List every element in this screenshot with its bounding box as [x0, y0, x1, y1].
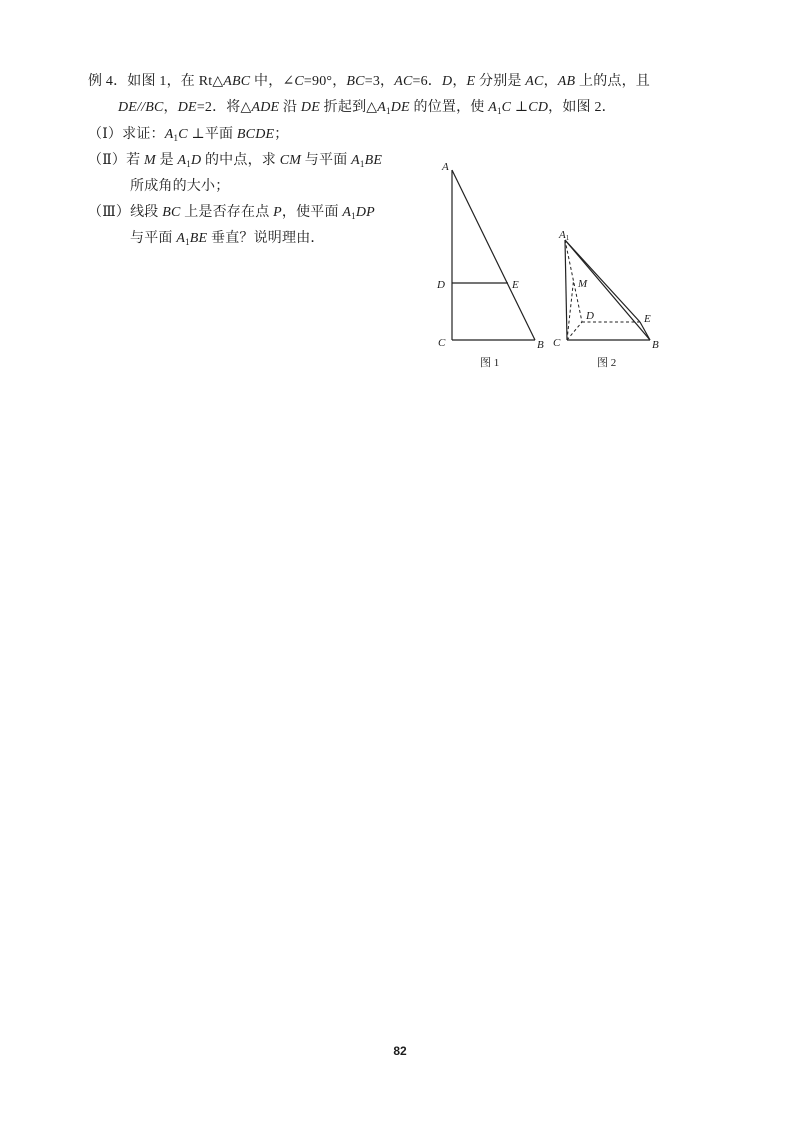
question-1	[88, 126, 288, 144]
problem-line-2	[118, 99, 616, 117]
segment-a1e	[565, 240, 640, 322]
question-2-line-1	[88, 152, 382, 170]
text: ，	[452, 74, 467, 89]
math-var: M	[144, 153, 156, 168]
math-var: DE	[390, 100, 410, 115]
text: 与平面	[130, 231, 177, 246]
subscript: 1	[351, 211, 356, 221]
label-c: C	[553, 337, 561, 349]
segment-ab	[452, 170, 535, 340]
math-var: A	[488, 100, 497, 115]
math-var: A	[164, 127, 174, 142]
text: 的位置，使	[409, 100, 489, 115]
subscript: 1	[186, 159, 191, 169]
text: 分别是	[475, 74, 526, 89]
text: 例 4．如图 1，在 Rt△	[88, 74, 224, 89]
text: ⊥	[511, 100, 529, 115]
subscript: 1	[185, 237, 190, 247]
question-3-line-2	[130, 230, 325, 248]
text: =90°，	[303, 74, 347, 89]
math-var: ABC	[223, 74, 251, 89]
math-symbol: //	[137, 100, 146, 115]
label-b: B	[652, 339, 659, 351]
math-var: BCDE	[236, 127, 275, 142]
math-var: AC	[394, 74, 413, 89]
segment-a1c	[565, 240, 567, 340]
text: 中，∠	[250, 74, 295, 89]
text: ⊥平面	[187, 127, 237, 142]
text: 上是否存在点	[180, 205, 274, 220]
math-var: BE	[364, 153, 383, 168]
text: =3，	[364, 74, 395, 89]
math-var: A	[377, 100, 387, 115]
text: ，	[163, 100, 178, 115]
math-var: A	[342, 205, 352, 220]
label-a1-subscript: 1	[565, 234, 570, 242]
math-var: BC	[145, 100, 164, 115]
subscript: 1	[386, 106, 391, 116]
label-a: A	[442, 161, 449, 173]
text: ，使平面	[281, 205, 343, 220]
figure-1	[430, 155, 550, 375]
text: 折起到△	[319, 100, 378, 115]
label-c: C	[438, 337, 446, 349]
text: 与平面	[301, 153, 352, 168]
math-var: BE	[189, 231, 208, 246]
math-var: D	[442, 74, 453, 89]
label-e: E	[644, 313, 651, 325]
text: 的中点，求	[201, 153, 280, 168]
segment-cm-dashed	[567, 281, 574, 340]
math-var: AB	[557, 74, 576, 89]
math-var: E	[466, 74, 476, 89]
math-var: A	[177, 153, 187, 168]
problem-line-1	[88, 73, 650, 91]
subscript: 1	[359, 159, 365, 169]
figure-2-caption: 图 2	[597, 357, 617, 369]
text: =6．	[412, 74, 443, 89]
math-var: CD	[528, 100, 549, 115]
question-3-line-1	[88, 204, 375, 222]
text: ；	[274, 127, 289, 142]
math-var: A	[176, 231, 186, 246]
label-d: D	[586, 310, 594, 322]
question-2-line-2	[130, 178, 229, 196]
math-var: DE	[118, 100, 138, 115]
page-number: 82	[393, 1044, 407, 1058]
segment-a1b	[565, 240, 650, 340]
math-var: CM	[279, 153, 302, 168]
text: ，如图 2．	[548, 100, 616, 115]
math-var: D	[190, 153, 202, 168]
math-var: BC	[346, 74, 365, 89]
math-var: BC	[162, 205, 181, 220]
text: 沿	[279, 100, 301, 115]
label-a1	[558, 229, 570, 242]
figure-2	[545, 225, 675, 375]
label-b: B	[537, 339, 544, 351]
label-e: E	[512, 279, 519, 291]
math-var: P	[273, 205, 282, 220]
math-var: DE	[300, 100, 320, 115]
text: ，	[543, 74, 558, 89]
text: =2．将△	[196, 100, 252, 115]
math-var: C	[501, 100, 512, 115]
label-a1-base: A	[559, 229, 566, 241]
text: （Ⅲ）线段	[88, 205, 163, 220]
text: （Ⅱ）若	[88, 153, 145, 168]
text: （Ⅰ）求证：	[88, 127, 165, 142]
text: 所成角的大小；	[130, 179, 230, 194]
label-m: M	[578, 278, 588, 290]
label-d: D	[437, 279, 445, 291]
math-var: C	[294, 74, 304, 89]
math-var: DE	[177, 100, 197, 115]
text: 垂直？说明理由．	[207, 231, 325, 246]
subscript: 1	[496, 106, 502, 116]
text: 是	[155, 153, 178, 168]
text: 上的点，且	[575, 74, 651, 89]
math-var: AC	[525, 74, 544, 89]
figure-1-caption: 图 1	[480, 357, 500, 369]
math-var: A	[351, 153, 360, 168]
segment-cd-dashed	[567, 322, 582, 340]
math-var: ADE	[251, 100, 280, 115]
math-var: DP	[355, 205, 375, 220]
math-var: C	[178, 127, 188, 142]
subscript: 1	[173, 133, 179, 143]
